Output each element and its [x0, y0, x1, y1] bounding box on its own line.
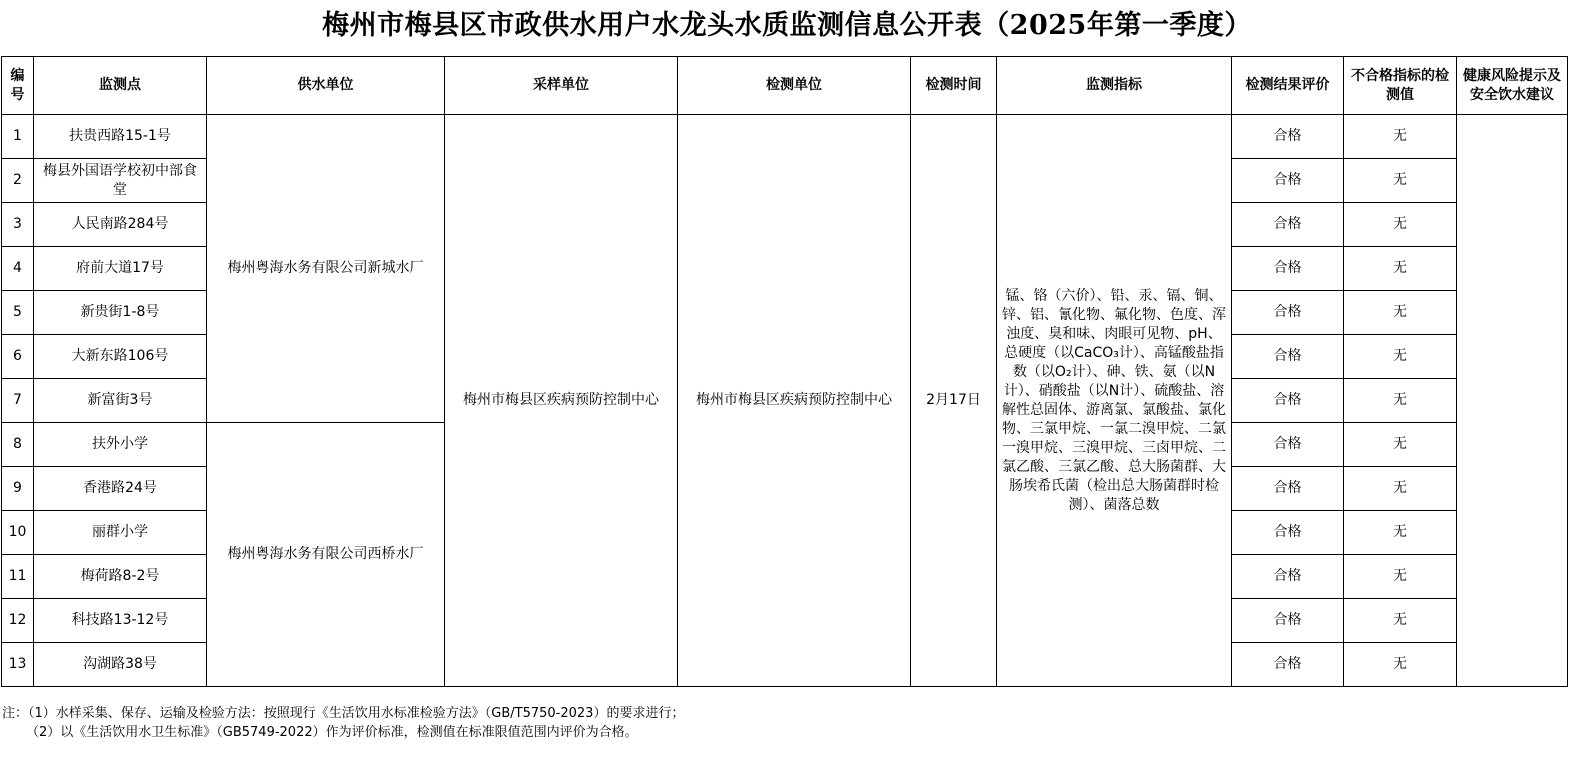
- header-no: 编号: [2, 57, 34, 115]
- row-no: 13: [2, 643, 34, 687]
- row-failed: 无: [1344, 291, 1457, 335]
- tester: 梅州市梅县区疾病预防控制中心: [678, 115, 911, 687]
- row-result: 合格: [1232, 423, 1344, 467]
- row-failed: 无: [1344, 467, 1457, 511]
- row-point: 香港路24号: [34, 467, 207, 511]
- row-result: 合格: [1232, 643, 1344, 687]
- row-no: 2: [2, 159, 34, 203]
- header-time: 检测时间: [911, 57, 997, 115]
- footnote-1: 注：（1）水样采集、保存、运输及检验方法：按照现行《生活饮用水标准检验方法》（GB/T5750-2023）的要求进行；: [2, 706, 685, 721]
- table-row: [2, 115, 1568, 159]
- row-result: 合格: [1232, 379, 1344, 423]
- row-failed: 无: [1344, 115, 1457, 159]
- row-point: 大新东路106号: [34, 335, 207, 379]
- row-failed: 无: [1344, 159, 1457, 203]
- row-no: 5: [2, 291, 34, 335]
- row-no: 7: [2, 379, 34, 423]
- sampler: 梅州市梅县区疾病预防控制中心: [445, 115, 678, 687]
- row-result: 合格: [1232, 203, 1344, 247]
- row-point: 新富街3号: [34, 379, 207, 423]
- row-point: 科技路13-12号: [34, 599, 207, 643]
- row-result: 合格: [1232, 599, 1344, 643]
- row-failed: 无: [1344, 643, 1457, 687]
- row-failed: 无: [1344, 247, 1457, 291]
- row-result: 合格: [1232, 555, 1344, 599]
- page-title: 梅州市梅县区市政供水用户水龙头水质监测信息公开表（2025年第一季度）: [322, 10, 1252, 41]
- indicators: 锰、铬（六价）、铅、汞、镉、铜、锌、铝、氰化物、氟化物、色度、浑浊度、臭和味、肉眼可见物、pH、总硬度（以CaCO₃计）、高锰酸盐指数（以O₂计）、砷、铁、氨（以N计）、硝酸盐（以N计）、硫酸盐、溶解性总固体、游离氯、氯酸盐、氯化物、三氯甲烷、一氯二溴甲烷、二氯一溴甲烷、三溴甲烷、三卤甲烷、二氯乙酸、三氯乙酸、总大肠菌群、大肠埃希氏菌（检出总大肠菌群时检测）、菌落总数: [997, 115, 1232, 687]
- header-tester: 检测单位: [678, 57, 911, 115]
- row-failed: 无: [1344, 423, 1457, 467]
- row-failed: 无: [1344, 555, 1457, 599]
- header-sampler: 采样单位: [445, 57, 678, 115]
- row-point: 丽群小学: [34, 511, 207, 555]
- row-result: 合格: [1232, 467, 1344, 511]
- footnote-2: （2）以《生活饮用水卫生标准》（GB5749-2022）作为评价标准，检测值在标准限值范围内评价为合格。: [26, 725, 638, 740]
- row-result: 合格: [1232, 115, 1344, 159]
- advice: [1457, 115, 1568, 687]
- footnotes: [2, 704, 684, 742]
- row-result: 合格: [1232, 511, 1344, 555]
- row-no: 9: [2, 467, 34, 511]
- water-quality-table: [1, 56, 1568, 687]
- row-no: 3: [2, 203, 34, 247]
- row-failed: 无: [1344, 599, 1457, 643]
- row-no: 8: [2, 423, 34, 467]
- row-point: 扶贵西路15-1号: [34, 115, 207, 159]
- test-time: 2月17日: [911, 115, 997, 687]
- row-result: 合格: [1232, 335, 1344, 379]
- row-no: 10: [2, 511, 34, 555]
- row-failed: 无: [1344, 511, 1457, 555]
- table-header-row: [2, 57, 1568, 115]
- row-point: 新贵街1-8号: [34, 291, 207, 335]
- header-indicators: 监测指标: [997, 57, 1232, 115]
- row-point: 府前大道17号: [34, 247, 207, 291]
- header-failed: 不合格指标的检测值: [1344, 57, 1457, 115]
- row-result: 合格: [1232, 159, 1344, 203]
- supplier-b: 梅州粤海水务有限公司西桥水厂: [207, 423, 445, 687]
- row-failed: 无: [1344, 379, 1457, 423]
- header-point: 监测点: [34, 57, 207, 115]
- row-result: 合格: [1232, 247, 1344, 291]
- header-advice: 健康风险提示及安全饮水建议: [1457, 57, 1568, 115]
- row-point: 扶外小学: [34, 423, 207, 467]
- row-result: 合格: [1232, 291, 1344, 335]
- row-no: 11: [2, 555, 34, 599]
- supplier-a: 梅州粤海水务有限公司新城水厂: [207, 115, 445, 423]
- row-point: 沟湖路38号: [34, 643, 207, 687]
- row-point: 人民南路284号: [34, 203, 207, 247]
- row-failed: 无: [1344, 203, 1457, 247]
- header-supplier: 供水单位: [207, 57, 445, 115]
- row-failed: 无: [1344, 335, 1457, 379]
- row-no: 1: [2, 115, 34, 159]
- row-no: 4: [2, 247, 34, 291]
- header-result: 检测结果评价: [1232, 57, 1344, 115]
- row-no: 6: [2, 335, 34, 379]
- row-no: 12: [2, 599, 34, 643]
- row-point: 梅荷路8-2号: [34, 555, 207, 599]
- row-point: 梅县外国语学校初中部食堂: [34, 159, 207, 203]
